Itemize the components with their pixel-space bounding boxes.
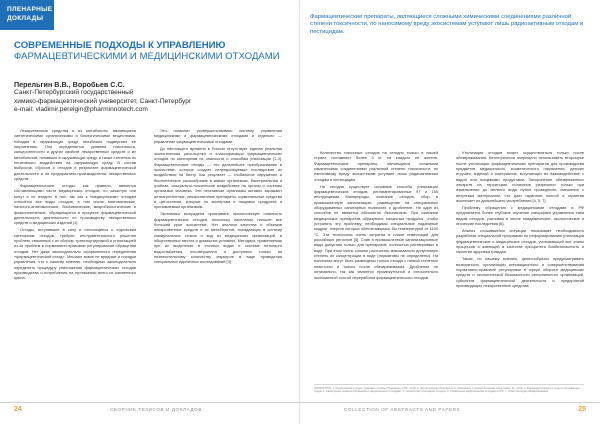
left-column-1 <box>14 128 136 383</box>
article-title-main: СОВРЕМЕННЫЕ ПОДХОДЫ К УПРАВЛЕНИЮ <box>14 40 226 51</box>
paragraph: Лекарственные средства и их метаболиты, являющиеся синтетическими органическими и биологическими веществами, попадая в окружающую среду, неизбежно подвергают ее загрязнению. Оно определяется уровнем токсичности, канцерогенности и других свойств лекарственных средств и их метаболитов, попавших в окружающую среду, а также степенью их негативного воздействия на окружающую среду. В состав выбросов, сбросов и отходов в результате фармацевтической деятельности и на предприятиях-производителях лекарственных средств. <box>14 128 136 182</box>
affiliation-line-1: Санкт-Петербургский государственный <box>14 89 134 97</box>
paragraph: Анализ сложившейся ситуации показывает необходимость разработки специальной программы по реформированию утилизации фармацевтических и медицинских отходов, учитывающей все этапы процессов и имеющей в качестве приоритета биобезопасность и гарантии здоровья граждан. <box>456 228 584 255</box>
highlight-quote: Фармацевтические препараты, являющиеся сложными химическими соединениями различной степени токсичности, по наносимому вреду экосистемам уступают лишь радиоактивным отходам и пестицидам. <box>310 14 584 35</box>
author-names: Перельгин В.В., Воробьев С.С. <box>14 80 125 89</box>
right-column-2 <box>456 150 584 405</box>
paragraph: На сегодня существует основные способы утилизации фармацевтических отходов, регламентированных 97 и 155 инструкциями Минприроды, сжигание отходов, сбор в промышленную канализацию, размещение на специальных оборудованных санитарных полигонах и дробление. Ни один из способов не является абсолютно безопасным. При сжигании медицинских препаратов образуются токсичные продукты. Чтобы устранить эту проблему, необходимы специальные подземные модули, энергия которых обеспечивалась бы температурой от 1100 °C. Эта технология очень затратна в плане инвестиций для российских регионов [5]. Слив в промышленные канализационные воды допустим только для препаратов, полностью растворимых в воде. При этом очень сложно рассчитать максимально допустимую степень их концентрации в воде (нормативы не определены). На полигонах могут быть размещены только отходы с низкой степенью опасности и только после обезвреживания. Дробление не оптимально, так как является промежуточной и относительно экономичной способ переработки фармацевтического отходов. <box>314 183 438 280</box>
author-email[interactable]: e-mail: vladimir.perelgin@pharminnotech.com <box>14 106 148 114</box>
footer-divider <box>0 402 300 403</box>
paragraph: Экономика вынуждена признавать экологическую опасность фармацевтических отходов, поскольку население наносят все больший урон экосистеме. Нет анализа качества и объемов лекарственных средств и их метаболитов, попадающих в систему коммунальных стоков и вод из медицинских организаций, в общественных местах и домашних условиях. Методика, применяемая при их выделении в сточных водах и системе питьевого водоснабжения, несовершенна и доступных только по незначительному количеству маркеров в виде проведения специальных единичных исследований [3]. <box>154 211 282 265</box>
affiliation-line-2: химико-фармацевтический университет, Санкт-Петербург <box>14 97 192 105</box>
paragraph: До настоящего времени в России отсутствует единая реальная экологическая риск-оценка и классификация фармацевтических отходов по категориям их опасности и способам утилизации [1-3]. Фармацевтические отходы — это дальнейшее преобразование в экосистеме, которое создает непредсказуемые последствия их воздействия на биоту. Как результат — глобальное нарушение и биологическое разнообразие в живых организмах, бактериальная и грибная, сексуально-токсическое воздействие на органы и системы организма человека. Эти негативные организмы активно заражают антиагрегантные, лекарственные препараты, гормональные средства и цитостатики, которые по экспертам в пищевых продуктах и принимаемым организмом. <box>154 145 282 210</box>
page-number-left: 24 <box>14 406 22 413</box>
page-number-right: 25 <box>578 406 586 413</box>
footer-divider <box>300 402 600 403</box>
running-head-right: COLLECTION OF ABSTRACTS AND PAPERS <box>344 407 461 412</box>
right-column-1 <box>314 150 438 405</box>
paragraph: Отходы, вступившие в силу и относящиеся к отдельным категориям отходов, требуют инструментального решения проблем, связанных с их сбором, транспортировкой и утилизацией из-за проблем в нормативно-правовом регулировании обращения отходов. Нет даже законодательно оформленного определения «фармацевтический отход». Мешают вовсе не вредные и порядки управления, что к нашему мнению, необходимо законодательно определить процедуру уничтожения фармацевтических отходов производства и потребления на протяжении всего их жизненного цикла. <box>14 227 136 281</box>
running-head-left: СБОРНИК ТЕЗИСОВ И ДОКЛАДОВ <box>110 407 202 412</box>
section-tag: ПЛЕНАРНЫЕ ДОКЛАДЫ <box>0 0 54 30</box>
paragraph: Фармацевтические отходы, как правило, являются составляющими части медицинских отходов, но зачастую они могут и не входить в них, так как к «медицинским» отходам относятся все виды отходов, в том числе анатомические, патолого-анатомические, биохимические, микробиологические и физиологические, образующиеся в процессе фармацевтической деятельности, деятельности по производству лекарственных средств и медицинских изделий [1]. <box>14 183 136 226</box>
left-column-2 <box>154 128 282 383</box>
author-block <box>14 81 284 115</box>
references-footnote: ЛИТЕРАТУРА: 1. Медицинские отходы: правовые основы обращения. СПб., 2018. 2. Экологическая безопасность обращения с лекарственными средствами. М., 2019. 3. Фармацевтические отходы и окружающая среда. 4. Санитарные правила обращения с медицинскими отходами. 5. Технологии утилизации отходов. 6. Управление медицинскими отходами в РФ. 7. Обзор методов обезвреживания. <box>314 384 584 394</box>
paragraph: Также, по нашему мнению, целесообразно предусматривать возможность организации инновационного и совершенствования нормативно-правовой регулировки в сфере оборота медицинских средств и экологической безопасности регионального организаций, субъектов фармацевтической деятельности и предприятий производящих лекарственные средства. <box>456 256 584 289</box>
paragraph: Это позволит усовершенствовать систему управления медицинскими и фармацевтическими отходами и отдельно — управление фармацевтическими отходами. <box>154 128 282 144</box>
paragraph: Количество токсичных отходов на сегодня только в нашей стране составляет более 3 кг. на каждого ее жителя. Фармацевтические препараты, являющиеся сложными химическими соединениями различной степени токсичности, по наносимому вреду экосистемам уступают лишь радиоактивным отходам и пестицидам. <box>314 150 438 182</box>
article-title-sub: ФАРМАЦЕВТИЧЕСКИМИ И МЕДИЦИНСКИМИ ОТХОДАМИ <box>14 51 280 62</box>
paragraph: Проблему обращения с медицинскими отходами в РФ предлагается более глубокое изучение специфики управления этим видом отходов, учитывая в числе эпидемические, экологические и этические последствия [6]. <box>456 205 584 227</box>
right-page <box>300 0 600 424</box>
article-title <box>14 40 284 62</box>
paragraph: Утилизация отходов может осуществляться только после обезвреживания. Категорически запрещено использовать вторсырье после утилизации фармацевтических препаратов для производства предметов медицинского, косметического назначения, детских игрушек, изделий и материалов, вступающих во взаимодействие с водой или пищевыми продуктами. Захоронение обезвреженных лекарств на территории полигонов разрешено только при измельчении до мелкого вида путем проведения, смешения с инертным материалом, что дает гарантию полной и гарантия исключает их дальнейшего употребления [4, 5, 7]. <box>456 150 584 204</box>
